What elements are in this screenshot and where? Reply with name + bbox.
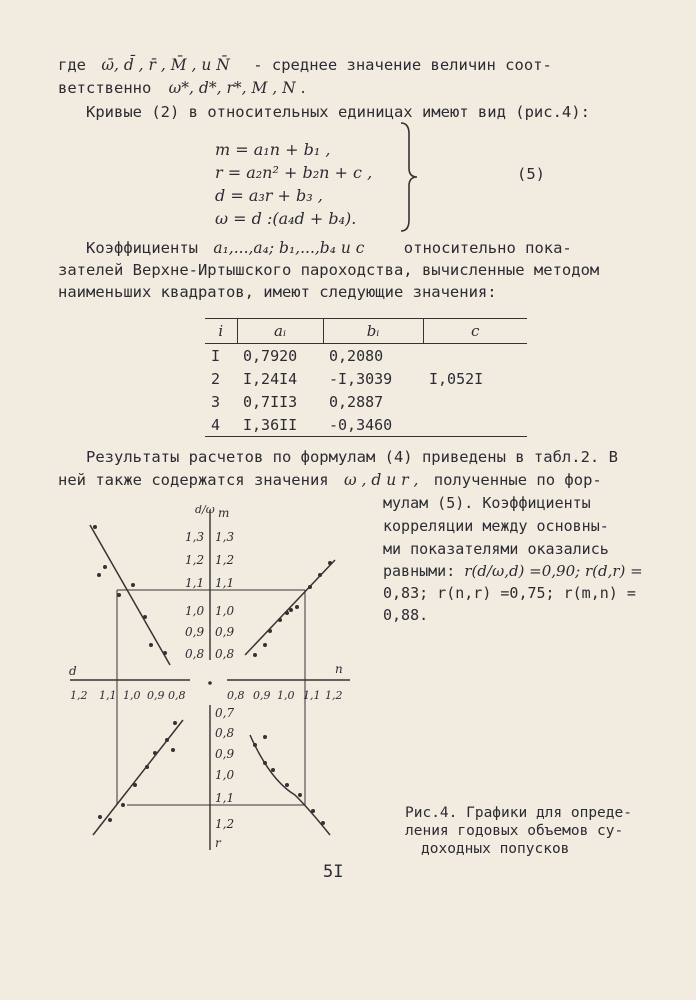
results-line2-suffix: полученные по фор- [433,471,602,489]
equation-4: ω = d :(a₄d + b₄). [215,209,357,228]
table-cell: -0,3460 [329,415,393,434]
tick-label: 1,2 [215,553,235,567]
curves-intro: Кривые (2) в относительных единицах имеют вид (рис.4): [86,103,590,121]
tick-label: 0,8 [185,647,205,661]
tick-label: 0,9 [253,689,271,702]
figure-caption-line-1: Рис.4. Графики для опреде- [405,805,632,821]
table-cell: 0,7II3 [243,392,298,411]
tick-label: 0,9 [215,625,235,639]
coefficients-table [205,318,527,437]
table-cell: 0,2887 [329,392,384,411]
page-number: 5I [323,862,344,882]
coef-line-1 [86,239,572,257]
tick-label: 1,2 [70,689,88,702]
table-row [205,390,527,413]
results-line-3: мулам (5). Коэффициенты [383,494,591,512]
scatter-points [93,525,332,825]
results-line2-symbols: ω , d и r , [343,471,419,489]
results-line2-prefix: ней также содержатся значения [58,471,329,489]
results-line-7: 0,83; r(n,r) =0,75; r(m,n) = [383,584,636,602]
tick-label: 0,8 [215,726,235,740]
horizontal-right-ticks [227,689,343,702]
tick-label: 1,1 [185,576,205,590]
line-lower-right [250,735,330,835]
tick-label: 0,8 [215,647,235,661]
results-line-1: Результаты расчетов по формулам (4) приведены в табл.2. В [86,448,618,466]
tick-label: 1,2 [325,689,343,702]
coef-symbols: a₁,...,a₄; b₁,...,b₄ и c [213,239,365,257]
tick-label: 0,8 [227,689,245,702]
intro-line2-symbols: ω*, d*, r*, M , N . [168,79,306,97]
tick-label: 0,8 [168,689,186,702]
equation-3: d = a₃r + b₃ , [215,186,323,205]
equation-number: (5) [517,165,545,183]
coef-suffix: относительно пока- [403,239,572,257]
upper-right-ticks [215,530,234,661]
tick-label: 1,1 [303,689,321,702]
tick-label: 1,1 [215,576,235,590]
table-header-i: i [205,319,237,344]
tick-label: 1,3 [185,530,205,544]
figure-caption-line-3: доходных попусков [421,841,570,857]
table-cell: 0,2080 [329,346,384,365]
intro-line2-prefix: ветственно [58,79,152,97]
intro-suffix: - среднее значение величин соот- [253,56,552,74]
table-cell: I,36II [243,415,298,434]
intro-symbols: ω̄, d̄ , r̄ , M̄ , и N̄ [101,56,230,74]
equation-2: r = a₂n² + b₂n + c , [215,163,373,182]
results-line-5: ми показателями оказались [383,540,609,558]
coef-prefix: Коэффициенты [86,239,198,257]
horizontal-right-label: n [335,662,343,676]
table-cell: 4 [211,415,221,434]
tick-label: 1,0 [123,689,141,702]
lower-axis-label: r [215,836,221,850]
tick-label: 1,0 [215,604,235,618]
table-cell: 3 [211,392,221,411]
tick-label: 1,0 [185,604,205,618]
figure-4-plot [55,505,355,855]
table-cell: I [211,346,221,365]
tick-label: 1,2 [215,817,235,831]
tick-label: 0,9 [147,689,165,702]
table-header-b: bᵢ [323,319,423,344]
equation-1: m = a₁n + b₁ , [215,140,331,159]
tick-label: 1,1 [215,791,235,805]
tick-label: 1,3 [215,530,235,544]
horizontal-left-label: d [69,664,77,678]
intro-prefix: где [58,56,86,74]
line-upper-left [90,525,170,665]
lower-ticks [215,706,234,831]
horizontal-left-ticks [70,689,186,702]
upper-axis-label-left: d/ω [195,505,215,516]
coef-line-2: зателей Верхне-Иртышского пароходства, вычисленные методом [58,261,600,279]
upper-axis-label-right: m [218,506,230,520]
table-row [205,367,527,390]
results-line6-prefix: равными: [383,562,456,580]
coef-line-3: наименьших квадратов, имеют следующие значения: [58,283,497,301]
tick-label: 1,1 [99,689,117,702]
tick-label: 0,9 [185,625,205,639]
results-line-6 [383,562,643,580]
origin-dot [208,681,212,685]
table-cell: 0,7920 [243,346,298,365]
line-lower-left [93,720,183,835]
table-cell: I,052I [429,369,484,388]
table-cell: 2 [211,369,221,388]
table-cell: -I,3039 [329,369,393,388]
table-header-c: c [423,319,527,344]
system-brace [395,120,425,235]
results-line-2 [58,471,602,489]
tick-label: 1,0 [215,768,235,782]
intro-line-2 [58,79,306,97]
results-line6-values: r(d/ω,d) =0,90; r(d,r) = [464,562,643,580]
table-cell [423,413,527,437]
results-line-4: корреляции между основны- [383,517,609,535]
results-line-8: 0,88. [383,606,429,624]
table-cell [423,344,527,368]
figure-caption-line-2: ления годовых объемов су- [405,823,624,839]
tick-label: 0,9 [215,747,235,761]
tick-label: 1,2 [185,553,205,567]
tick-label: 0,7 [215,706,235,720]
table-header-a: aᵢ [237,319,323,344]
table-cell: I,24I4 [243,369,298,388]
table-cell [423,390,527,413]
tick-label: 1,0 [277,689,295,702]
table-row [205,413,527,437]
upper-left-ticks [185,530,204,661]
intro-line-1 [58,56,552,74]
table-row [205,344,527,368]
table-header-row [205,319,527,344]
